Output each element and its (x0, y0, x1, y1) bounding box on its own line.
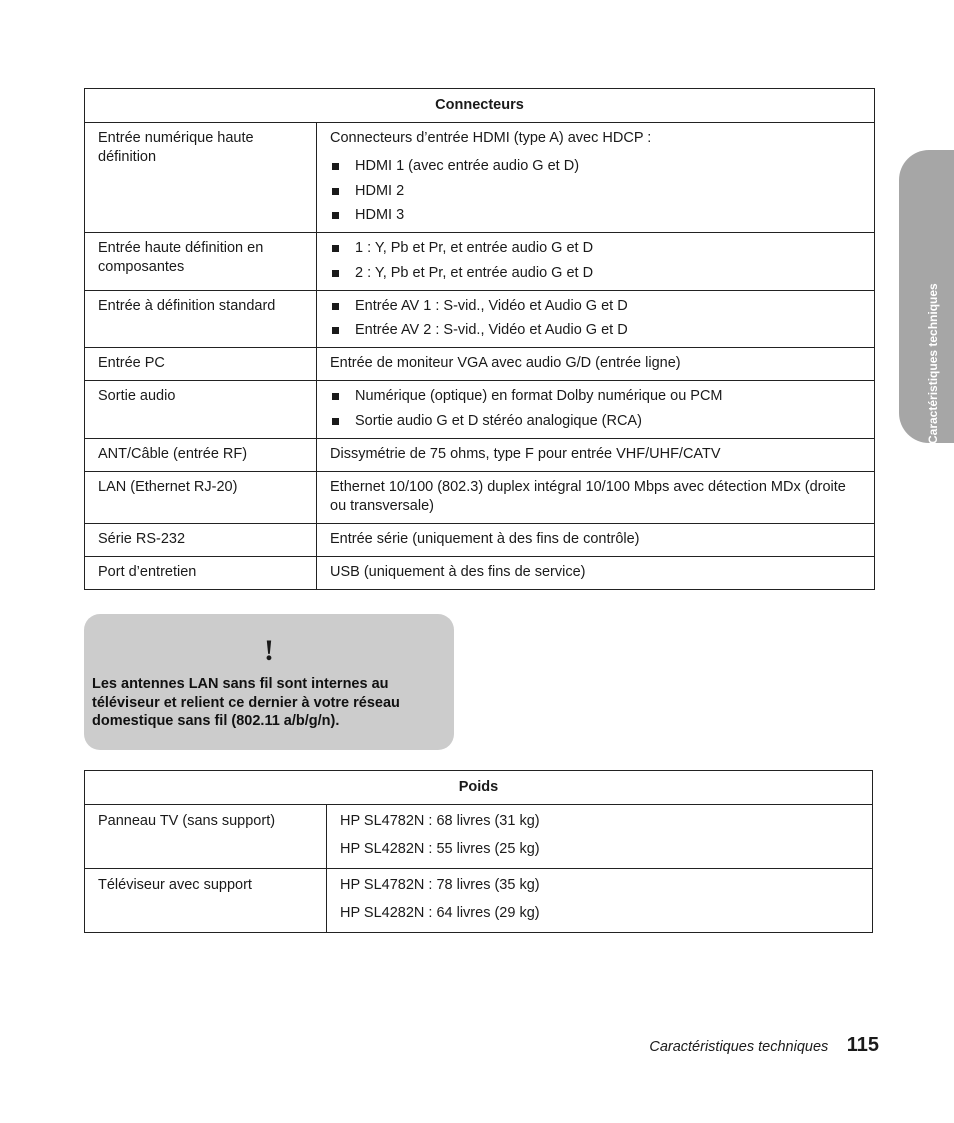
bullet-list (330, 297, 862, 341)
row-label: Série RS-232 (85, 523, 317, 556)
list-item (330, 412, 862, 431)
chapter-side-tab (899, 150, 954, 443)
row-label: Entrée PC (85, 348, 317, 381)
row-value (327, 805, 873, 869)
bullet-square-icon (332, 163, 339, 170)
bullet-list (330, 157, 862, 225)
connectors-table-body (85, 123, 875, 590)
list-item (330, 182, 862, 201)
bullet-text: Sortie audio G et D stéréo analogique (RCA) (355, 412, 642, 429)
bullet-square-icon (332, 270, 339, 277)
row-value (317, 290, 875, 348)
page-number: 115 (846, 1034, 879, 1056)
exclamation-icon: ! (264, 634, 274, 667)
chapter-side-tab-label: Caractéristiques techniques (926, 283, 940, 444)
bullet-square-icon (332, 303, 339, 310)
row-value (317, 471, 875, 523)
row-value (317, 381, 875, 439)
row-label: Entrée numérique haute définition (85, 123, 317, 233)
connectors-table-header: Connecteurs (85, 89, 875, 123)
bullet-square-icon (332, 327, 339, 334)
row-label: Entrée à définition standard (85, 290, 317, 348)
row-text: USB (uniquement à des fins de service) (330, 563, 586, 580)
table-row (85, 869, 873, 933)
bullet-text: HDMI 2 (355, 182, 405, 199)
bullet-text: Entrée AV 1 : S-vid., Vidéo et Audio G et D (355, 297, 628, 314)
weight-table (84, 770, 873, 933)
row-label: Port d’entretien (85, 556, 317, 589)
weight-table-body (85, 805, 873, 933)
row-label: Panneau TV (sans support) (85, 805, 327, 869)
list-item (330, 321, 862, 340)
list-item (330, 297, 862, 316)
table-row (85, 438, 875, 471)
table-row (85, 471, 875, 523)
list-item (330, 239, 862, 258)
weight-line: HP SL4282N : 55 livres (25 kg) (340, 841, 540, 857)
bullet-text: 1 : Y, Pb et Pr, et entrée audio G et D (355, 240, 594, 256)
bullet-square-icon (332, 418, 339, 425)
bullet-square-icon (332, 393, 339, 400)
table-row (85, 805, 873, 869)
list-item (330, 264, 862, 283)
bullet-text: 2 : Y, Pb et Pr, et entrée audio G et D (355, 264, 594, 281)
page-footer (649, 1034, 879, 1057)
bullet-list (330, 387, 862, 431)
bullet-square-icon (332, 212, 339, 219)
table-row (85, 233, 875, 291)
row-value (317, 523, 875, 556)
row-text: Dissymétrie de 75 ohms, type F pour entrée VHF/UHF/CATV (330, 445, 721, 462)
bullet-text: Entrée AV 2 : S-vid., Vidéo et Audio G et D (355, 322, 628, 338)
row-label: Téléviseur avec support (85, 869, 327, 933)
note-box (84, 614, 454, 750)
table-row (85, 523, 875, 556)
row-value (317, 556, 875, 589)
bullet-square-icon (332, 188, 339, 195)
list-item (330, 157, 862, 176)
bullet-list (330, 239, 862, 283)
row-text: Ethernet 10/100 (802.3) duplex intégral 10/100 Mbps avec détection MDx (droite ou transversale) (330, 478, 846, 514)
table-row (85, 290, 875, 348)
row-intro: Connecteurs d’entrée HDMI (type A) avec HDCP : (330, 130, 652, 146)
list-item (330, 387, 862, 406)
row-label: Entrée haute définition en composantes (85, 233, 317, 291)
bullet-text: Numérique (optique) en format Dolby numérique ou PCM (355, 388, 723, 404)
note-text: Les antennes LAN sans fil sont internes au téléviseur et relient ce dernier à votre réseau domestique sans fil (802.11 a/b/g/n). (92, 676, 400, 729)
weight-line: HP SL4782N : 68 livres (31 kg) (340, 813, 540, 829)
connectors-table (84, 88, 875, 590)
row-value (317, 123, 875, 233)
row-value (317, 233, 875, 291)
row-label: Sortie audio (85, 381, 317, 439)
table-row (85, 348, 875, 381)
table-row (85, 556, 875, 589)
bullet-text: HDMI 3 (355, 207, 405, 223)
row-value (317, 348, 875, 381)
weight-table-header: Poids (85, 771, 873, 805)
bullet-text: HDMI 1 (avec entrée audio G et D) (355, 158, 580, 174)
table-row (85, 123, 875, 233)
row-value (327, 869, 873, 933)
weight-line: HP SL4782N : 78 livres (35 kg) (340, 877, 540, 893)
row-label: LAN (Ethernet RJ-20) (85, 471, 317, 523)
list-item (330, 206, 862, 225)
table-row (85, 381, 875, 439)
row-value (317, 438, 875, 471)
weight-line: HP SL4282N : 64 livres (29 kg) (340, 905, 540, 921)
row-text: Entrée de moniteur VGA avec audio G/D (entrée ligne) (330, 355, 681, 371)
row-label: ANT/Câble (entrée RF) (85, 438, 317, 471)
bullet-square-icon (332, 245, 339, 252)
row-text: Entrée série (uniquement à des fins de contrôle) (330, 530, 640, 547)
footer-section-title: Caractéristiques techniques (649, 1039, 829, 1055)
